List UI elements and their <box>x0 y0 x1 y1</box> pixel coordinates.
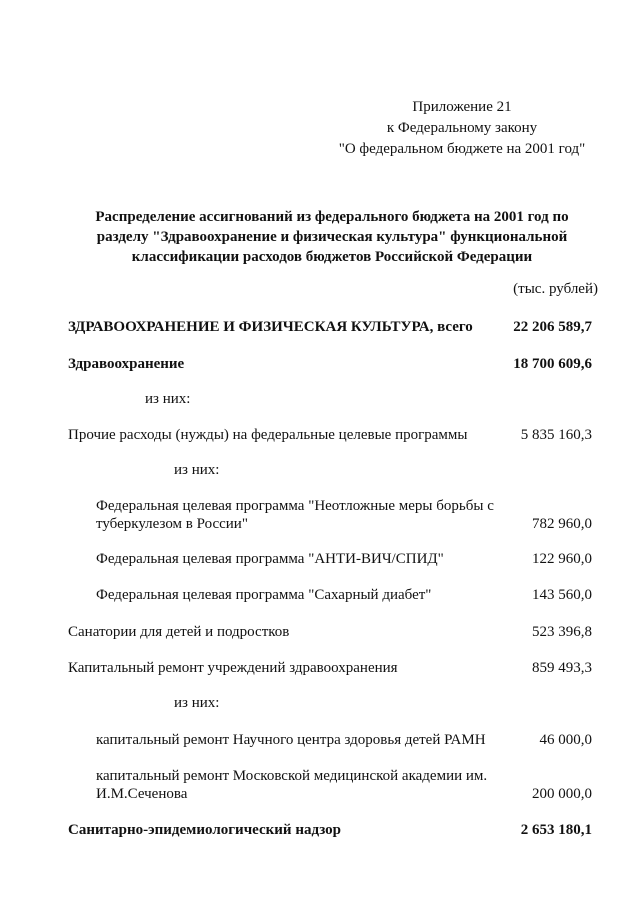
row-label: Федеральная целевая программа "Сахарный диабет" <box>96 587 432 603</box>
row-label: Санитарно-эпидемиологический надзор <box>68 822 342 838</box>
row-label: Прочие расходы (нужды) на федеральные целевые программы <box>68 427 468 443</box>
appendix-line: Приложение 21 <box>412 99 512 115</box>
row-label: капитальный ремонт Московской медицинской академии им. И.М.Сеченова <box>96 768 488 802</box>
row-label: Капитальный ремонт учреждений здравоохранения <box>68 660 398 676</box>
row-label: Здравоохранение <box>68 356 185 372</box>
row-value: 5 835 160,3 <box>520 427 592 443</box>
row-value: 143 560,0 <box>532 587 592 603</box>
row-value: 200 000,0 <box>532 786 592 802</box>
row-label: из них: <box>145 391 191 407</box>
row-value: 523 396,8 <box>532 624 592 640</box>
units-note: (тыс. рублей) <box>513 281 598 297</box>
row-label: из них: <box>174 695 220 711</box>
row-label: Федеральная целевая программа "АНТИ-ВИЧ/СПИД" <box>96 551 444 567</box>
appendix-line: к Федеральному закону <box>386 120 538 136</box>
row-value: 782 960,0 <box>532 516 592 532</box>
row-value: 2 653 180,1 <box>520 822 592 838</box>
row-value: 22 206 589,7 <box>513 319 592 335</box>
row-value: 859 493,3 <box>532 660 592 676</box>
row-value: 122 960,0 <box>532 551 592 567</box>
row-label: ЗДРАВООХРАНЕНИЕ И ФИЗИЧЕСКАЯ КУЛЬТУРА, всего <box>68 319 473 335</box>
row-value: 18 700 609,6 <box>513 356 592 372</box>
row-label: из них: <box>174 462 220 478</box>
document-title: Распределение ассигнований из федерального бюджета на 2001 год по разделу "Здравоохранение и физическая культура" функциональной классификации расходов бюджетов Российской Федерации <box>95 209 569 265</box>
row-label: Федеральная целевая программа "Неотложные меры борьбы с туберкулезом в России" <box>96 498 494 532</box>
appendix-line: "О федеральном бюджете на 2001 год" <box>338 141 586 157</box>
row-value: 46 000,0 <box>539 732 592 748</box>
row-label: капитальный ремонт Научного центра здоровья детей РАМН <box>96 732 486 748</box>
appendix-reference <box>332 97 592 160</box>
row-label: Санатории для детей и подростков <box>68 624 290 640</box>
